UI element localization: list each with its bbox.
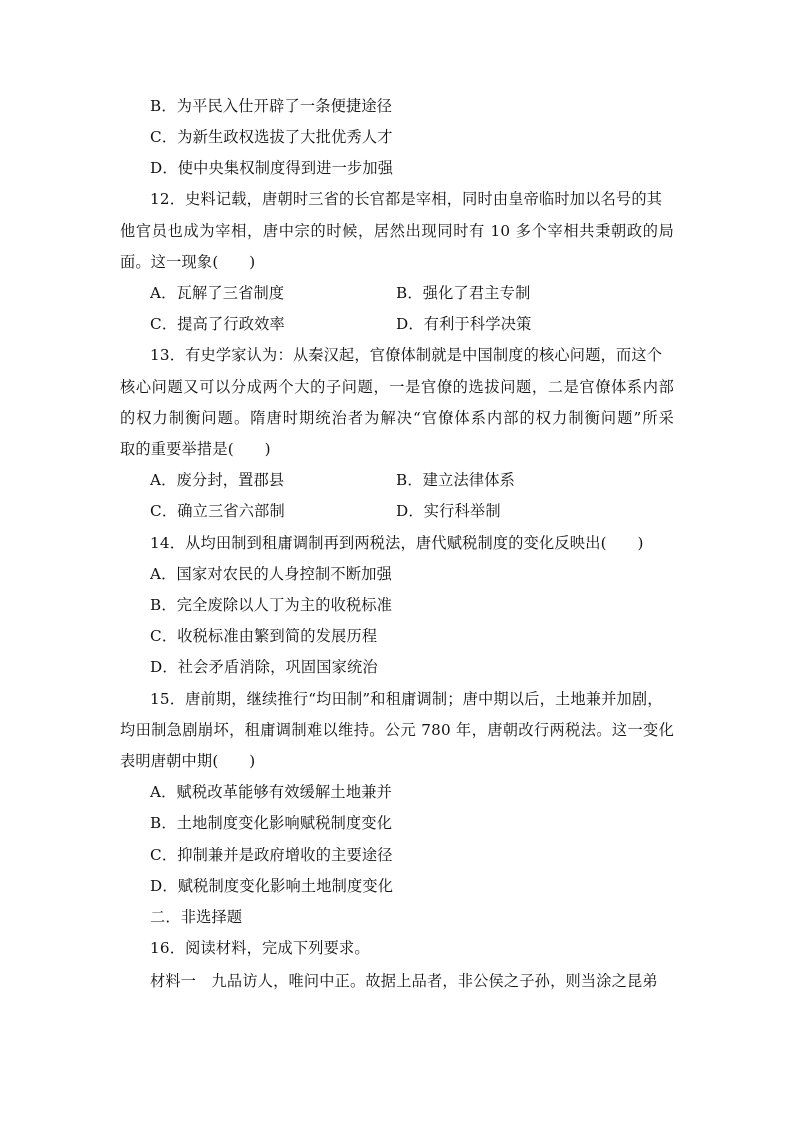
q12-stem-line-2: 他官员也成为宰相，唐中宗的时候，居然出现同时有 10 多个宰相共秉朝政的局 <box>120 222 674 240</box>
q14-option-b: B．完全废除以人丁为主的收税标准 <box>150 596 393 614</box>
q16-stem-line-1: 16．阅读材料，完成下列要求。 <box>150 939 370 957</box>
q15-option-a: A．赋税改革能够有效缓解土地兼并 <box>150 783 392 801</box>
q11-option-c: C．为新生政权选拔了大批优秀人才 <box>150 128 393 146</box>
q14-stem-line-1: 14．从均田制到租庸调制再到两税法，唐代赋税制度的变化反映出( ) <box>150 534 644 552</box>
q12-stem-line-3: 面。这一现象( ) <box>120 253 256 271</box>
q15-stem-line-2: 均田制急剧崩坏，租庸调制难以维持。公元 780 年，唐朝改行两税法。这一变化 <box>120 721 674 739</box>
q11-option-b: B．为平民入仕开辟了一条便捷途径 <box>150 97 393 115</box>
q12-option-d: D．有利于科学决策 <box>396 315 532 333</box>
q13-option-b: B．建立法律体系 <box>396 471 516 489</box>
q13-stem-line-3: 的权力制衡问题。隋唐时期统治者为解决“官僚体系内部的权力制衡问题”所采 <box>120 409 674 427</box>
q11-option-d: D．使中央集权制度得到进一步加强 <box>150 159 394 177</box>
q13-option-a: A．废分封，置郡县 <box>150 471 285 489</box>
q12-option-c: C．提高了行政效率 <box>150 315 285 333</box>
q13-option-d: D．实行科举制 <box>396 502 501 520</box>
q15-option-c: C．抑制兼并是政府增收的主要途径 <box>150 846 393 864</box>
q12-option-b: B．强化了君主专制 <box>396 284 531 302</box>
q12-stem-line-1: 12．史料记载，唐朝时三省的长官都是宰相，同时由皇帝临时加以名号的其 <box>150 190 663 208</box>
q13-stem-line-1: 13．有史学家认为：从秦汉起，官僚体制就是中国制度的核心问题，而这个 <box>150 346 663 364</box>
q15-option-b: B．土地制度变化影响赋税制度变化 <box>150 814 393 832</box>
q14-option-a: A．国家对农民的人身控制不断加强 <box>150 565 392 583</box>
q14-option-c: C．收税标准由繁到简的发展历程 <box>150 627 378 645</box>
q12-option-a: A．瓦解了三省制度 <box>150 284 285 302</box>
q13-option-c: C．确立三省六部制 <box>150 502 285 520</box>
q15-option-d: D．赋税制度变化影响土地制度变化 <box>150 877 394 895</box>
q13-stem-line-2: 核心问题又可以分成两个大的子问题，一是官僚的选拔问题，二是官僚体系内部 <box>120 378 674 396</box>
q14-option-d: D．社会矛盾消除，巩固国家统治 <box>150 658 378 676</box>
material-1-line-1: 材料一 九品访人，唯问中正。故据上品者，非公侯之子孙，则当涂之昆弟 <box>150 972 658 990</box>
q13-stem-line-4: 取的重要举措是( ) <box>120 440 271 458</box>
q15-stem-line-1: 15．唐前期，继续推行“均田制”和租庸调制；唐中期以后，土地兼并加剧， <box>150 690 663 708</box>
q15-stem-line-3: 表明唐朝中期( ) <box>120 752 256 770</box>
section-heading: 二．非选择题 <box>150 908 243 926</box>
